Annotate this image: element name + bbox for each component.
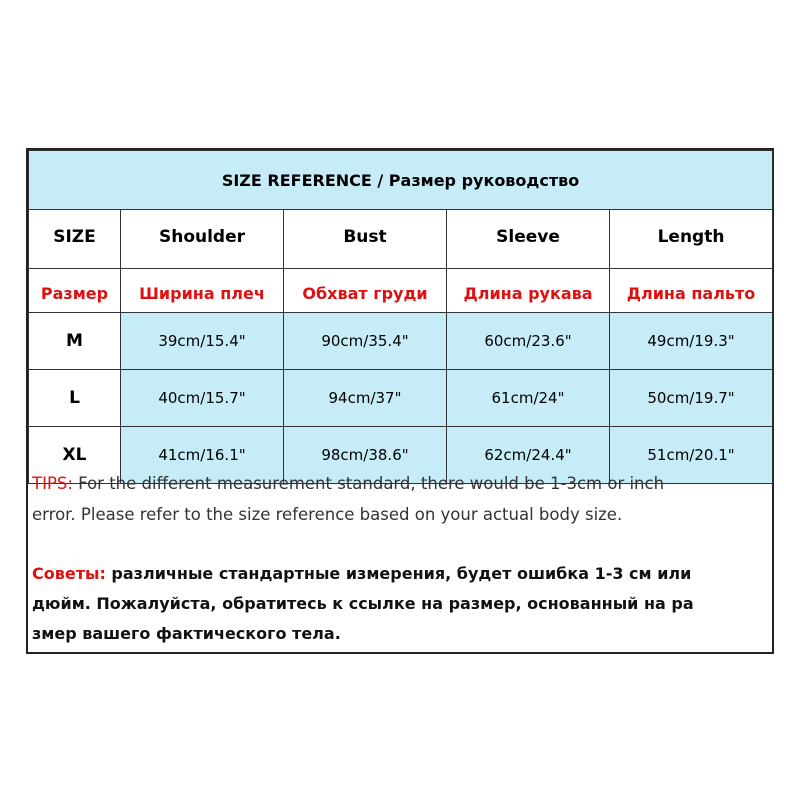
header-size-label: SIZE <box>53 226 96 247</box>
header-shoulder-ru <box>121 269 284 313</box>
header-length-ru-label: Длина пальто <box>626 284 756 303</box>
tips-line-1 <box>32 468 768 499</box>
header-shoulder-label: Shoulder <box>158 226 246 247</box>
header-row-en <box>29 210 773 269</box>
title-row <box>29 151 773 210</box>
tips-text-1: For the different measurement standard, there would be 1-3cm or inch <box>72 474 665 493</box>
shoulder-cell: 41cm/16.1" <box>121 427 284 484</box>
ru-tips-line-3: змер вашего фактического тела. <box>32 624 341 643</box>
ru-tips-note <box>32 559 768 649</box>
bust-cell: 94cm/37" <box>284 370 447 427</box>
table-row <box>29 370 773 427</box>
tips-line-2: error. Please refer to the size reference based on your actual body size. <box>32 505 623 524</box>
table-row <box>29 313 773 370</box>
header-length-ru <box>610 269 773 313</box>
header-bust-ru <box>284 269 447 313</box>
header-row-ru <box>29 269 773 313</box>
sleeve-cell: 61cm/24" <box>447 370 610 427</box>
header-length-label: Length <box>657 226 725 247</box>
ru-tips-line-1 <box>32 559 768 589</box>
bust-cell: 98cm/38.6" <box>284 427 447 484</box>
length-cell: 50cm/19.7" <box>610 370 773 427</box>
shoulder-cell: 40cm/15.7" <box>121 370 284 427</box>
ru-tips-text-1: различные стандартные измерения, будет ошибка 1-3 см или <box>105 564 692 583</box>
header-size <box>29 210 121 269</box>
sleeve-cell: 60cm/23.6" <box>447 313 610 370</box>
size-cell: L <box>29 370 121 427</box>
header-sleeve <box>447 210 610 269</box>
header-shoulder <box>121 210 284 269</box>
header-length <box>610 210 773 269</box>
header-sleeve-ru <box>447 269 610 313</box>
size-chart <box>26 148 774 654</box>
header-bust <box>284 210 447 269</box>
header-sleeve-ru-label: Длина рукава <box>463 284 593 303</box>
table-title: SIZE REFERENCE / Размер руководство <box>29 151 773 210</box>
length-cell: 49cm/19.3" <box>610 313 773 370</box>
ru-tips-line-2: дюйм. Пожалуйста, обратитесь к ссылке на размер, основанный на ра <box>32 594 694 613</box>
header-bust-ru-label: Обхват груди <box>302 284 428 303</box>
size-cell: XL <box>29 427 121 484</box>
tips-label: TIPS: <box>32 474 73 493</box>
header-shoulder-ru-label: Ширина плеч <box>139 284 265 303</box>
shoulder-cell: 39cm/15.4" <box>121 313 284 370</box>
header-size-ru-label: Размер <box>40 284 109 303</box>
bust-cell: 90cm/35.4" <box>284 313 447 370</box>
size-cell: M <box>29 313 121 370</box>
tips-note <box>32 468 768 530</box>
length-cell: 51cm/20.1" <box>610 427 773 484</box>
ru-tips-label: Советы: <box>32 564 106 583</box>
header-bust-label: Bust <box>343 226 387 247</box>
sleeve-cell: 62cm/24.4" <box>447 427 610 484</box>
header-sleeve-label: Sleeve <box>496 226 560 247</box>
header-size-ru <box>29 269 121 313</box>
size-reference-table <box>28 150 773 484</box>
